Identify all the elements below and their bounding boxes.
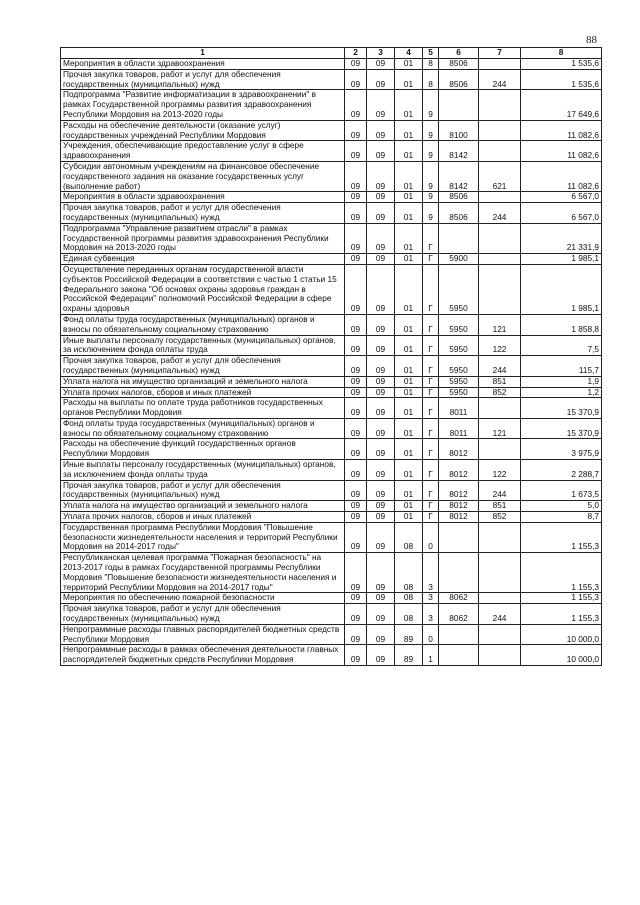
row-code-4: 01 — [395, 480, 423, 501]
row-amount: 11 082,6 — [521, 161, 602, 191]
row-name: Мероприятия по обеспечению пожарной безопасности — [61, 593, 345, 604]
row-name: Фонд оплаты труда государственных (муниципальных) органов и взносы по обязательному социальному страхованию — [61, 314, 345, 335]
row-code-7 — [479, 522, 521, 552]
row-code-2: 09 — [345, 223, 367, 253]
row-amount: 6 567,0 — [521, 192, 602, 203]
row-amount: 1 155,3 — [521, 522, 602, 552]
row-code-7: 851 — [479, 376, 521, 387]
row-code-3: 09 — [367, 512, 395, 523]
row-code-5: Г — [423, 376, 439, 387]
row-code-4: 01 — [395, 192, 423, 203]
row-code-7: 244 — [479, 69, 521, 90]
header-cell: 7 — [479, 48, 521, 59]
row-code-2: 09 — [345, 460, 367, 481]
row-code-5: 0 — [423, 624, 439, 645]
row-code-5: 9 — [423, 141, 439, 162]
row-name: Иные выплаты персоналу государственных (муниципальных) органов, за исключением фонда оплаты труда — [61, 335, 345, 356]
row-amount: 1 155,3 — [521, 553, 602, 593]
row-code-6: 5900 — [439, 254, 479, 265]
row-code-5: 3 — [423, 553, 439, 593]
row-code-5: Г — [423, 480, 439, 501]
row-code-2: 09 — [345, 604, 367, 625]
row-name: Осуществление переданных органам государственной власти субъектов Российской Федерации в соответствии с частью 1 статьи 15 Федерального закона "Об основах охраны здоровья граждан в Российской Федерации" полномочий Российской Федерации в сфере охраны здоровья — [61, 264, 345, 314]
row-code-2: 09 — [345, 59, 367, 70]
row-code-7 — [479, 90, 521, 120]
row-code-6 — [439, 645, 479, 666]
row-amount: 1 155,3 — [521, 604, 602, 625]
row-name: Республиканская целевая программа "Пожарная безопасность" на 2013-2017 годы в рамках Государственной программы Республики Мордовия "Повышение безопасности жизнедеятельности населения и территорий Республики Мордовия на 2014-2017 годы" — [61, 553, 345, 593]
table-row — [61, 356, 602, 377]
row-code-4: 01 — [395, 387, 423, 398]
row-code-4: 01 — [395, 314, 423, 335]
table-row — [61, 264, 602, 314]
row-name: Субсидии автономным учреждениям на финансовое обеспечение государственного задания на оказание государственных услуг (выполнение работ) — [61, 161, 345, 191]
row-code-4: 89 — [395, 624, 423, 645]
row-amount: 1 155,3 — [521, 593, 602, 604]
row-code-7 — [479, 141, 521, 162]
row-code-2: 09 — [345, 356, 367, 377]
row-amount: 15 370,9 — [521, 418, 602, 439]
row-name: Подпрограмма "Управление развитием отрасли" в рамках Государственной программы развития здравоохранения Республики Мордовия на 2013-2020 годы — [61, 223, 345, 253]
header-cell: 8 — [521, 48, 602, 59]
row-code-6 — [439, 624, 479, 645]
row-code-7: 244 — [479, 480, 521, 501]
table-row — [61, 553, 602, 593]
row-code-3: 09 — [367, 69, 395, 90]
table-row — [61, 223, 602, 253]
row-code-7: 852 — [479, 512, 521, 523]
row-code-2: 09 — [345, 264, 367, 314]
row-amount: 21 331,9 — [521, 223, 602, 253]
row-code-2: 09 — [345, 387, 367, 398]
table-row — [61, 161, 602, 191]
row-code-3: 09 — [367, 254, 395, 265]
row-code-6: 8506 — [439, 69, 479, 90]
row-code-5: Г — [423, 356, 439, 377]
table-row — [61, 480, 602, 501]
row-code-3: 09 — [367, 480, 395, 501]
row-code-6: 5950 — [439, 314, 479, 335]
row-code-4: 01 — [395, 501, 423, 512]
row-code-2: 09 — [345, 120, 367, 141]
row-code-4: 01 — [395, 376, 423, 387]
row-code-4: 08 — [395, 522, 423, 552]
row-name: Уплата налога на имущество организаций и земельного налога — [61, 501, 345, 512]
table-row — [61, 418, 602, 439]
row-code-2: 09 — [345, 418, 367, 439]
row-code-4: 01 — [395, 161, 423, 191]
row-code-2: 09 — [345, 376, 367, 387]
row-code-5: Г — [423, 264, 439, 314]
table-row — [61, 254, 602, 265]
row-code-2: 09 — [345, 314, 367, 335]
row-amount: 15 370,9 — [521, 398, 602, 419]
row-code-3: 09 — [367, 387, 395, 398]
row-amount: 3 975,9 — [521, 439, 602, 460]
row-code-5: Г — [423, 512, 439, 523]
row-code-7 — [479, 192, 521, 203]
row-code-4: 01 — [395, 203, 423, 224]
table-row — [61, 141, 602, 162]
row-code-6: 8142 — [439, 141, 479, 162]
row-name: Прочая закупка товаров, работ и услуг для обеспечения государственных (муниципальных) нужд — [61, 69, 345, 90]
row-code-3: 09 — [367, 264, 395, 314]
row-code-4: 01 — [395, 69, 423, 90]
row-amount: 1,2 — [521, 387, 602, 398]
table-row — [61, 398, 602, 419]
row-code-2: 09 — [345, 501, 367, 512]
row-amount: 1 673,5 — [521, 480, 602, 501]
table-row — [61, 192, 602, 203]
row-code-7 — [479, 553, 521, 593]
row-code-5: Г — [423, 223, 439, 253]
row-code-6: 8062 — [439, 593, 479, 604]
row-amount: 17 649,6 — [521, 90, 602, 120]
row-code-7: 121 — [479, 418, 521, 439]
row-code-5: Г — [423, 387, 439, 398]
row-code-3: 09 — [367, 624, 395, 645]
row-code-4: 01 — [395, 512, 423, 523]
row-code-3: 09 — [367, 335, 395, 356]
row-name: Уплата прочих налогов, сборов и иных платежей — [61, 512, 345, 523]
row-code-7 — [479, 223, 521, 253]
row-code-5: 1 — [423, 645, 439, 666]
row-code-7 — [479, 593, 521, 604]
row-code-3: 09 — [367, 398, 395, 419]
header-cell: 1 — [61, 48, 345, 59]
row-code-7: 122 — [479, 335, 521, 356]
table-row — [61, 120, 602, 141]
row-code-3: 09 — [367, 203, 395, 224]
table-body — [61, 59, 602, 666]
row-name: Расходы на обеспечение деятельности (оказание услуг) государственных учреждений Республики Мордовия — [61, 120, 345, 141]
row-code-2: 09 — [345, 192, 367, 203]
row-code-3: 09 — [367, 522, 395, 552]
row-code-4: 08 — [395, 604, 423, 625]
row-code-6: 8062 — [439, 604, 479, 625]
table-row — [61, 501, 602, 512]
row-name: Уплата прочих налогов, сборов и иных платежей — [61, 387, 345, 398]
row-amount: 1 858,8 — [521, 314, 602, 335]
row-name: Учреждения, обеспечивающие предоставление услуг в сфере здравоохранения — [61, 141, 345, 162]
row-code-6: 8506 — [439, 192, 479, 203]
row-code-7 — [479, 254, 521, 265]
row-name: Единая субвенция — [61, 254, 345, 265]
row-code-3: 09 — [367, 59, 395, 70]
row-code-6: 8142 — [439, 161, 479, 191]
row-code-6 — [439, 522, 479, 552]
row-code-3: 09 — [367, 90, 395, 120]
row-code-7: 621 — [479, 161, 521, 191]
row-code-3: 09 — [367, 223, 395, 253]
row-code-3: 09 — [367, 314, 395, 335]
row-amount: 115,7 — [521, 356, 602, 377]
header-cell: 2 — [345, 48, 367, 59]
table-row — [61, 645, 602, 666]
row-code-3: 09 — [367, 418, 395, 439]
row-code-6: 8506 — [439, 203, 479, 224]
row-code-7 — [479, 624, 521, 645]
row-code-3: 09 — [367, 356, 395, 377]
row-code-3: 09 — [367, 501, 395, 512]
row-code-5: 9 — [423, 161, 439, 191]
row-code-4: 01 — [395, 141, 423, 162]
row-code-6: 5950 — [439, 264, 479, 314]
row-code-6: 8011 — [439, 418, 479, 439]
row-amount: 8,7 — [521, 512, 602, 523]
table-row — [61, 460, 602, 481]
row-code-5: Г — [423, 439, 439, 460]
row-code-5: 0 — [423, 522, 439, 552]
row-code-2: 09 — [345, 512, 367, 523]
row-amount: 1 535,6 — [521, 59, 602, 70]
row-code-7: 852 — [479, 387, 521, 398]
row-name: Иные выплаты персоналу государственных (муниципальных) органов, за исключением фонда оплаты труда — [61, 460, 345, 481]
row-code-5: Г — [423, 460, 439, 481]
row-code-4: 01 — [395, 59, 423, 70]
table-row — [61, 203, 602, 224]
row-code-5: 3 — [423, 593, 439, 604]
row-code-4: 89 — [395, 645, 423, 666]
row-code-4: 01 — [395, 90, 423, 120]
row-name: Непрограммные расходы в рамках обеспечения деятельности главных распорядителей бюджетных средств Республики Мордовия — [61, 645, 345, 666]
row-code-2: 09 — [345, 593, 367, 604]
row-name: Мероприятия в области здравоохранения — [61, 192, 345, 203]
row-code-4: 01 — [395, 264, 423, 314]
row-amount: 7,5 — [521, 335, 602, 356]
row-code-4: 01 — [395, 335, 423, 356]
row-name: Мероприятия в области здравоохранения — [61, 59, 345, 70]
row-code-2: 09 — [345, 161, 367, 191]
row-code-7: 244 — [479, 203, 521, 224]
header-cell: 4 — [395, 48, 423, 59]
row-code-2: 09 — [345, 141, 367, 162]
row-code-2: 09 — [345, 480, 367, 501]
row-code-6: 8011 — [439, 398, 479, 419]
header-cell: 5 — [423, 48, 439, 59]
table-row — [61, 90, 602, 120]
row-code-4: 01 — [395, 120, 423, 141]
row-code-6: 8506 — [439, 59, 479, 70]
row-code-6: 5950 — [439, 376, 479, 387]
row-code-2: 09 — [345, 254, 367, 265]
header-cell: 6 — [439, 48, 479, 59]
header-cell: 3 — [367, 48, 395, 59]
row-code-7 — [479, 645, 521, 666]
row-code-4: 01 — [395, 398, 423, 419]
row-code-7: 122 — [479, 460, 521, 481]
row-code-2: 09 — [345, 398, 367, 419]
row-code-3: 09 — [367, 376, 395, 387]
table-row — [61, 604, 602, 625]
row-code-6 — [439, 90, 479, 120]
row-code-5: 9 — [423, 90, 439, 120]
row-code-7 — [479, 439, 521, 460]
row-code-5: 3 — [423, 604, 439, 625]
row-name: Прочая закупка товаров, работ и услуг для обеспечения государственных (муниципальных) нужд — [61, 356, 345, 377]
row-name: Прочая закупка товаров, работ и услуг для обеспечения государственных (муниципальных) нужд — [61, 604, 345, 625]
row-code-2: 09 — [345, 69, 367, 90]
row-code-7: 121 — [479, 314, 521, 335]
row-code-5: 9 — [423, 203, 439, 224]
row-code-2: 09 — [345, 203, 367, 224]
table-row — [61, 335, 602, 356]
row-code-6 — [439, 553, 479, 593]
row-code-6: 5950 — [439, 356, 479, 377]
row-code-5: Г — [423, 335, 439, 356]
row-amount: 11 082,6 — [521, 120, 602, 141]
row-code-6: 8012 — [439, 460, 479, 481]
row-code-6: 8012 — [439, 501, 479, 512]
row-amount: 10 000,0 — [521, 645, 602, 666]
row-code-4: 01 — [395, 439, 423, 460]
row-name: Прочая закупка товаров, работ и услуг для обеспечения государственных (муниципальных) нужд — [61, 203, 345, 224]
row-code-3: 09 — [367, 553, 395, 593]
table-row — [61, 376, 602, 387]
row-code-3: 09 — [367, 439, 395, 460]
row-name: Государственная программа Республики Мордовия "Повышение безопасности жизнедеятельности населения и территорий Республики Мордовия на 2014-2017 годы" — [61, 522, 345, 552]
row-code-2: 09 — [345, 439, 367, 460]
row-code-3: 09 — [367, 593, 395, 604]
row-code-7 — [479, 264, 521, 314]
row-amount: 5,0 — [521, 501, 602, 512]
table-row — [61, 512, 602, 523]
row-code-7 — [479, 120, 521, 141]
row-code-6: 8100 — [439, 120, 479, 141]
row-amount: 1 985,1 — [521, 264, 602, 314]
row-code-6 — [439, 223, 479, 253]
row-amount: 1 985,1 — [521, 254, 602, 265]
table-row — [61, 314, 602, 335]
row-amount: 2 288,7 — [521, 460, 602, 481]
row-code-2: 09 — [345, 335, 367, 356]
row-code-3: 09 — [367, 120, 395, 141]
row-code-2: 09 — [345, 553, 367, 593]
row-code-4: 08 — [395, 593, 423, 604]
row-code-5: Г — [423, 398, 439, 419]
table-row — [61, 593, 602, 604]
table-row — [61, 69, 602, 90]
row-code-6: 8012 — [439, 480, 479, 501]
row-code-3: 09 — [367, 161, 395, 191]
row-code-4: 01 — [395, 254, 423, 265]
row-code-5: Г — [423, 418, 439, 439]
row-name: Расходы на обеспечение функций государственных органов Республики Мордовия — [61, 439, 345, 460]
row-code-3: 09 — [367, 141, 395, 162]
table-row — [61, 59, 602, 70]
row-code-7: 244 — [479, 356, 521, 377]
row-code-5: 9 — [423, 120, 439, 141]
row-code-2: 09 — [345, 90, 367, 120]
row-code-7 — [479, 59, 521, 70]
row-name: Прочая закупка товаров, работ и услуг для обеспечения государственных (муниципальных) нужд — [61, 480, 345, 501]
row-amount: 11 082,6 — [521, 141, 602, 162]
row-code-3: 09 — [367, 460, 395, 481]
row-name: Уплата налога на имущество организаций и земельного налога — [61, 376, 345, 387]
row-code-6: 5950 — [439, 335, 479, 356]
row-code-2: 09 — [345, 645, 367, 666]
row-code-2: 09 — [345, 522, 367, 552]
row-code-4: 01 — [395, 418, 423, 439]
row-amount: 1 535,6 — [521, 69, 602, 90]
budget-table — [60, 47, 602, 666]
row-amount: 6 567,0 — [521, 203, 602, 224]
table-row — [61, 387, 602, 398]
row-code-5: Г — [423, 254, 439, 265]
table-row — [61, 439, 602, 460]
row-name: Непрограммные расходы главных распорядителей бюджетных средств Республики Мордовия — [61, 624, 345, 645]
row-code-3: 09 — [367, 604, 395, 625]
table-row — [61, 624, 602, 645]
row-code-3: 09 — [367, 645, 395, 666]
header-row — [61, 48, 602, 59]
row-code-5: 9 — [423, 192, 439, 203]
row-code-7: 851 — [479, 501, 521, 512]
row-code-7: 244 — [479, 604, 521, 625]
row-name: Подпрограмма "Развитие информатизации в здравоохранении" в рамках Государственной программы развития здравоохранения Республики Мордовия на 2013-2020 годы — [61, 90, 345, 120]
row-code-4: 01 — [395, 223, 423, 253]
row-code-4: 01 — [395, 460, 423, 481]
row-amount: 10 000,0 — [521, 624, 602, 645]
table-row — [61, 522, 602, 552]
row-code-2: 09 — [345, 624, 367, 645]
row-code-6: 8012 — [439, 439, 479, 460]
row-name: Фонд оплаты труда государственных (муниципальных) органов и взносы по обязательному социальному страхованию — [61, 418, 345, 439]
row-code-5: 8 — [423, 59, 439, 70]
page-number: 88 — [586, 34, 597, 46]
row-code-7 — [479, 398, 521, 419]
row-code-6: 8012 — [439, 512, 479, 523]
row-code-5: Г — [423, 314, 439, 335]
row-code-4: 08 — [395, 553, 423, 593]
row-code-3: 09 — [367, 192, 395, 203]
row-code-4: 01 — [395, 356, 423, 377]
row-code-6: 5950 — [439, 387, 479, 398]
row-code-5: 8 — [423, 69, 439, 90]
row-code-5: Г — [423, 501, 439, 512]
row-amount: 1,9 — [521, 376, 602, 387]
row-name: Расходы на выплаты по оплате труда работников государственных органов Республики Мордовия — [61, 398, 345, 419]
